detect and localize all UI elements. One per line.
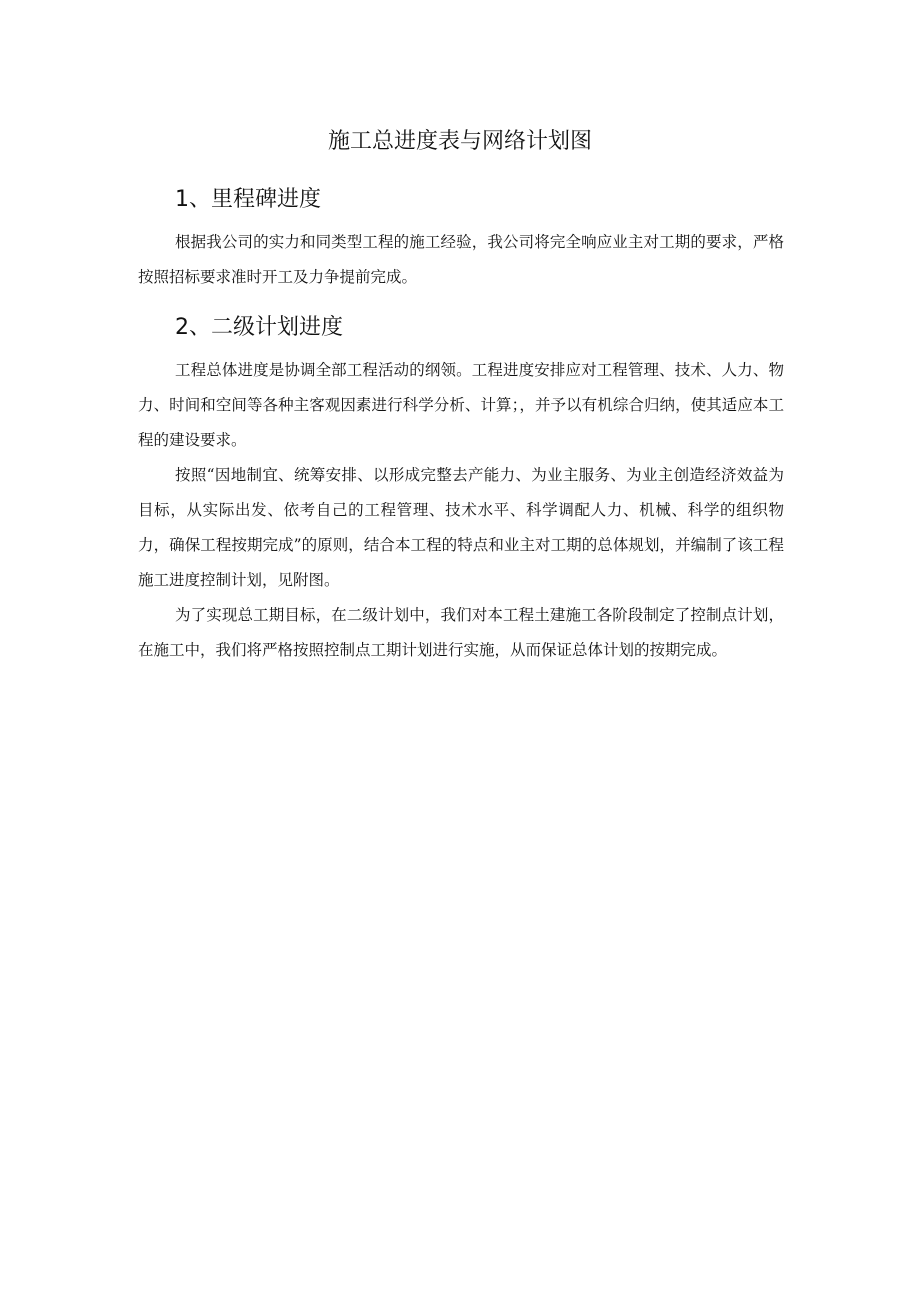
document-title: 施工总进度表与网络计划图 xyxy=(327,129,592,154)
section-heading-milestone: 1、里程碑进度 xyxy=(175,187,321,212)
paragraph-overall-schedule: 工程总体进度是协调全部工程活动的纲领。工程进度安排应对工程管理、技术、人力、物力、时间和空间等各种主客观因素进行科学分析、计算；，并予以有机综合归纳，使其适应本工程的建设要求。 xyxy=(138,361,784,449)
paragraph-principles: 按照“因地制宜、统筹安排、以形成完整去产能力、为业主服务、为业主创造经济效益为目标，从实际出发、依考自己的工程管理、技术水平、科学调配人力、机械、科学的组织物力，确保工程按期完成”的原则，结合本工程的特点和业主对工期的总体规划，并编制了该工程施工进度控制计划，见附图。 xyxy=(138,466,784,589)
paragraph-milestone: 根据我公司的实力和同类型工程的施工经验，我公司将完全响应业主对工期的要求，严格按照招标要求准时开工及力争提前完成。 xyxy=(138,233,784,286)
paragraph-control-points: 为了实现总工期目标，在二级计划中，我们对本工程土建施工各阶段制定了控制点计划，在施工中，我们将严格按照控制点工期计划进行实施，从而保证总体计划的按期完成。 xyxy=(138,606,784,659)
section-heading-secondary-plan: 2、二级计划进度 xyxy=(175,315,343,340)
